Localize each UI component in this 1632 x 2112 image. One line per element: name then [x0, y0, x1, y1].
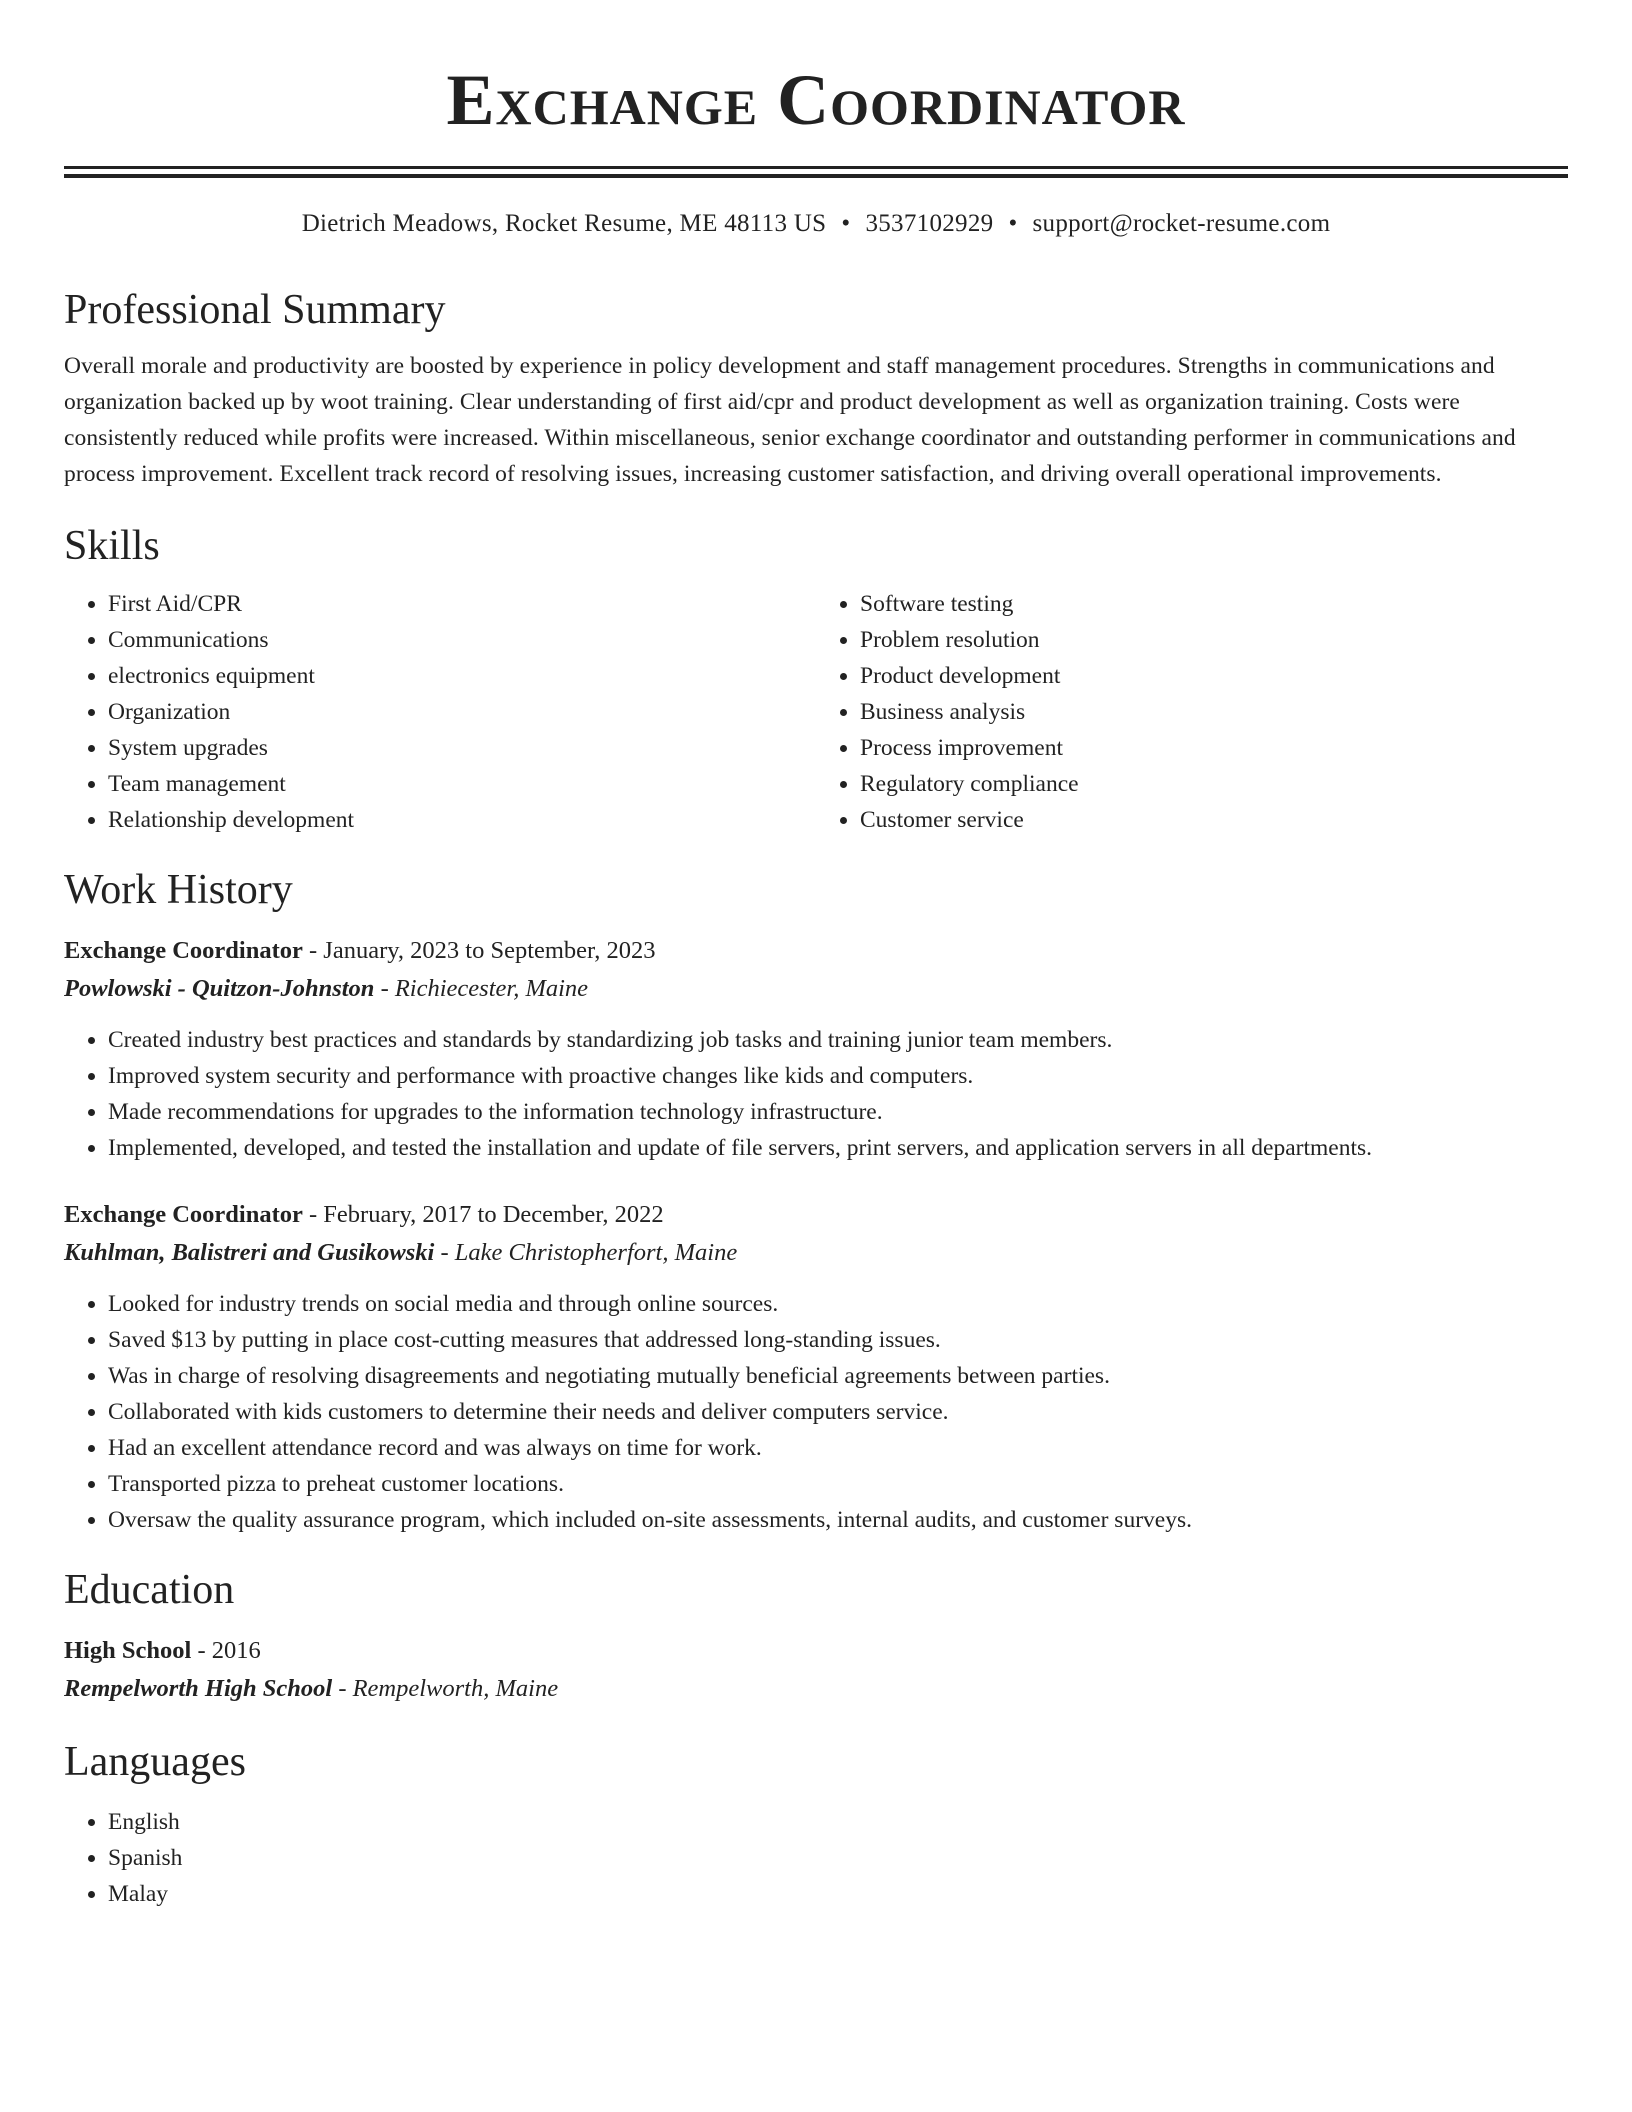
skill-item: • Regulatory compliance: [860, 766, 1568, 802]
education-school-line: [64, 1670, 1568, 1708]
job-entry: [64, 932, 1568, 1166]
job-bullet: • Made recommendations for upgrades to the information technology infrastructure.: [108, 1094, 1568, 1130]
skill-item: • System upgrades: [108, 730, 816, 766]
job-bullet: • Looked for industry trends on social media and through online sources.: [108, 1286, 1568, 1322]
job-title: Exchange Coordinator: [64, 937, 303, 964]
job-title: Exchange Coordinator: [64, 1201, 303, 1228]
job-bullet: • Collaborated with kids customers to determine their needs and deliver computers service.: [108, 1394, 1568, 1430]
job-bullet: • Transported pizza to preheat customer locations.: [108, 1466, 1568, 1502]
education-location: - Rempelworth, Maine: [332, 1675, 559, 1702]
languages-list: [64, 1804, 1568, 1912]
job-bullet: • Improved system security and performance with proactive changes like kids and computers.: [108, 1058, 1568, 1094]
contact-phone: 3537102929: [865, 210, 994, 237]
job-bullet: • Oversaw the quality assurance program, which included on-site assessments, internal audits, and customer surveys.: [108, 1502, 1568, 1538]
language-item: • English: [108, 1804, 1568, 1840]
work-history-heading: Work History: [64, 867, 293, 913]
job-location: - Richiecester, Maine: [374, 975, 589, 1002]
education-year: - 2016: [191, 1637, 261, 1664]
skill-item: • Business analysis: [860, 694, 1568, 730]
job-bullets: [64, 1286, 1568, 1538]
education-school: Rempelworth High School: [64, 1675, 333, 1702]
skills-right-list: [816, 586, 1568, 838]
summary-heading: Professional Summary: [64, 287, 446, 333]
job-bullet: • Saved $13 by putting in place cost-cutting measures that addressed long-standing issues.: [108, 1322, 1568, 1358]
job-bullets: [64, 1022, 1568, 1166]
summary-text: Overall morale and productivity are boosted by experience in policy development and staff management procedures. Strengths in communications and organization backed up by woot training. Clear understanding of first aid/cpr and product development as well as organization training. Costs were consistently reduced while profits were increased. Within miscellaneous, senior exchange coordinator and outstanding performer in communications and process improvement. Excellent track record of resolving issues, increasing customer satisfaction, and driving overall operational improvements.: [64, 353, 1516, 487]
job-employer-line: [64, 970, 1568, 1008]
job-bullet: • Was in charge of resolving disagreements and negotiating mutually beneficial agreements between parties.: [108, 1358, 1568, 1394]
contact-separator: •: [841, 210, 851, 237]
job-company: Powlowski - Quitzon-Johnston: [64, 975, 375, 1002]
skill-item: • Customer service: [860, 802, 1568, 838]
skill-item: • Communications: [108, 622, 816, 658]
skills-heading: Skills: [64, 523, 160, 569]
skill-item: • Software testing: [860, 586, 1568, 622]
job-dates: - February, 2017 to December, 2022: [302, 1201, 664, 1228]
skill-item: • Process improvement: [860, 730, 1568, 766]
contact-separator: •: [1008, 210, 1018, 237]
skill-item: • Team management: [108, 766, 816, 802]
job-bullet: • Created industry best practices and standards by standardizing job tasks and training junior team members.: [108, 1022, 1568, 1058]
skill-item: • Relationship development: [108, 802, 816, 838]
header-rule-top: [64, 166, 1568, 169]
resume-name: Exchange Coordinator: [446, 60, 1186, 140]
header-rule-bottom: [64, 174, 1568, 178]
contact-address: Dietrich Meadows, Rocket Resume, ME 48113 US: [301, 210, 827, 237]
contact-email: support@rocket-resume.com: [1032, 210, 1331, 237]
skill-item: • First Aid/CPR: [108, 586, 816, 622]
job-location: - Lake Christopherfort, Maine: [434, 1239, 738, 1266]
language-item: • Spanish: [108, 1840, 1568, 1876]
contact-line: [64, 208, 1568, 240]
skills-columns: [64, 586, 1568, 838]
job-bullet: • Implemented, developed, and tested the installation and update of file servers, print servers, and application servers in all departments.: [108, 1130, 1568, 1166]
skill-item: • Organization: [108, 694, 816, 730]
job-dates: - January, 2023 to September, 2023: [302, 937, 656, 964]
job-company: Kuhlman, Balistreri and Gusikowski: [64, 1239, 435, 1266]
skills-left-list: [64, 586, 816, 838]
skill-item: • electronics equipment: [108, 658, 816, 694]
education-degree: High School: [64, 1637, 192, 1664]
languages-heading: Languages: [64, 1739, 246, 1785]
education-header: [64, 1632, 1568, 1670]
job-header: [64, 1196, 1568, 1234]
job-header: [64, 932, 1568, 970]
language-item: • Malay: [108, 1876, 1568, 1912]
education-heading: Education: [64, 1567, 235, 1613]
skill-item: • Problem resolution: [860, 622, 1568, 658]
job-employer-line: [64, 1234, 1568, 1272]
job-bullet: • Had an excellent attendance record and was always on time for work.: [108, 1430, 1568, 1466]
job-entry: [64, 1196, 1568, 1538]
skill-item: • Product development: [860, 658, 1568, 694]
